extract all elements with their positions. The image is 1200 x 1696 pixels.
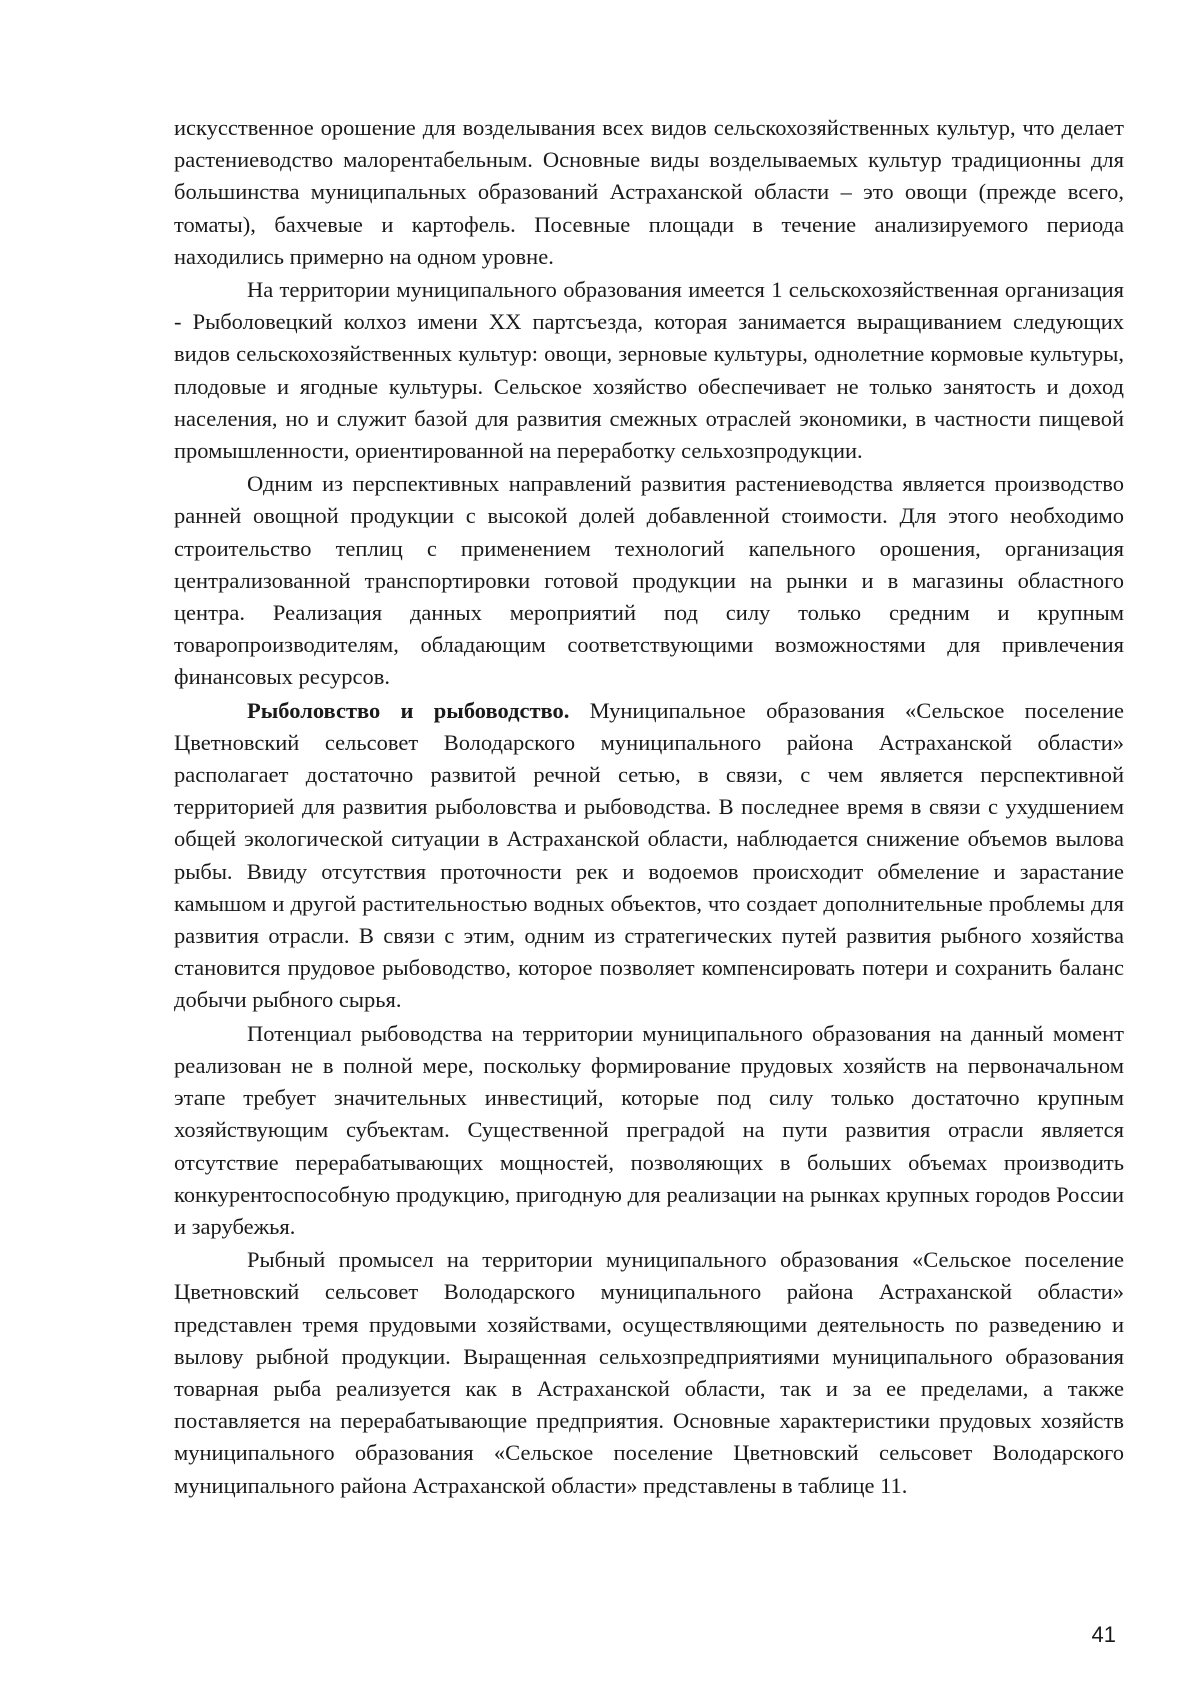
page-number: 41 (1091, 1622, 1116, 1647)
paragraph-crop-prospects (174, 468, 1124, 693)
paragraph-continuation (174, 112, 1124, 273)
paragraph-text: Муниципальное образования «Сельское поселение Цветновский сельсовет Володарского муниципального района Астраханской области» располагает достаточно развитой речной сетью, в связи, с чем является перспективной территорией для развития рыболовства и рыбоводства. В последнее время в связи с ухудшением общей экологической ситуации в Астраханской области, наблюдается снижение объемов вылова рыбы. Ввиду отсутствия проточности рек и водоемов происходит обмеление и зарастание камышом и другой растительностью водных объектов, что создает дополнительные проблемы для развития отрасли. В связи с этим, одним из стратегических путей развития рыбного хозяйства становится прудовое рыбоводство, которое позволяет компенсировать потери и сохранить баланс добычи рыбного сырья. (174, 697, 1124, 1013)
paragraph-agriculture-organization (174, 274, 1124, 467)
paragraph-fishery-enterprises (174, 1244, 1124, 1502)
paragraph-fish-farming-potential (174, 1018, 1124, 1243)
document-body (174, 112, 1124, 1503)
paragraph-text: Одним из перспективных направлений развития растениеводства является производство ранней овощной продукции с высокой долей добавленной стоимости. Для этого необходимо строительство теплиц с применением технологий капельного орошения, организация централизованной транспортировки готовой продукции на рынки и в магазины областного центра. Реализация данных мероприятий под силу только средним и крупным товаропроизводителям, обладающим соответствующими возможностями для привлечения финансовых ресурсов. (174, 471, 1124, 690)
paragraph-text: На территории муниципального образования имеется 1 сельскохозяйственная организация - Рыболовецкий колхоз имени ХХ партсъезда, которая занимается выращиванием следующих видов сельскохозяйственных культур: овощи, зерновые культуры, однолетние кормовые культуры, плодовые и ягодные культуры. Сельское хозяйство обеспечивает не только занятость и доход населения, но и служит базой для развития смежных отраслей экономики, в частности пищевой промышленности, ориентированной на переработку сельхозпродукции. (174, 277, 1124, 464)
section-heading: Рыболовство и рыбоводство. (247, 697, 570, 723)
paragraph-text: Рыбный промысел на территории муниципального образования «Сельское поселение Цветновский сельсовет Володарского муниципального района Астраханской области» представлен тремя прудовыми хозяйствами, осуществляющими деятельность по разведению и вылову рыбной продукции. Выращенная сельхозпредприятиями муниципального образования товарная рыба реализуется как в Астраханской области, так и за ее пределами, а также поставляется на перерабатывающие предприятия. Основные характеристики прудовых хозяйств муниципального образования «Сельское поселение Цветновский сельсовет Володарского муниципального района Астраханской области» представлены в таблице 11. (174, 1247, 1124, 1498)
paragraph-text: искусственное орошение для возделывания всех видов сельскохозяйственных культур, что делает растениеводство малорентабельным. Основные виды возделываемых культур традиционны для большинства муниципальных образований Астраханской области – это овощи (прежде всего, томаты), бахчевые и картофель. Посевные площади в течение анализируемого периода находились примерно на одном уровне. (174, 115, 1124, 269)
paragraph-fishing-section (174, 695, 1124, 1017)
paragraph-text: Потенциал рыбоводства на территории муниципального образования на данный момент реализован не в полной мере, поскольку формирование прудовых хозяйств на первоначальном этапе требует значительных инвестиций, которые под силу только достаточно крупным хозяйствующим субъектам. Существенной преградой на пути развития отрасли является отсутствие перерабатывающих мощностей, позволяющих в больших объемах производить конкурентоспособную продукцию, пригодную для реализации на рынках крупных городов России и зарубежья. (174, 1020, 1124, 1239)
